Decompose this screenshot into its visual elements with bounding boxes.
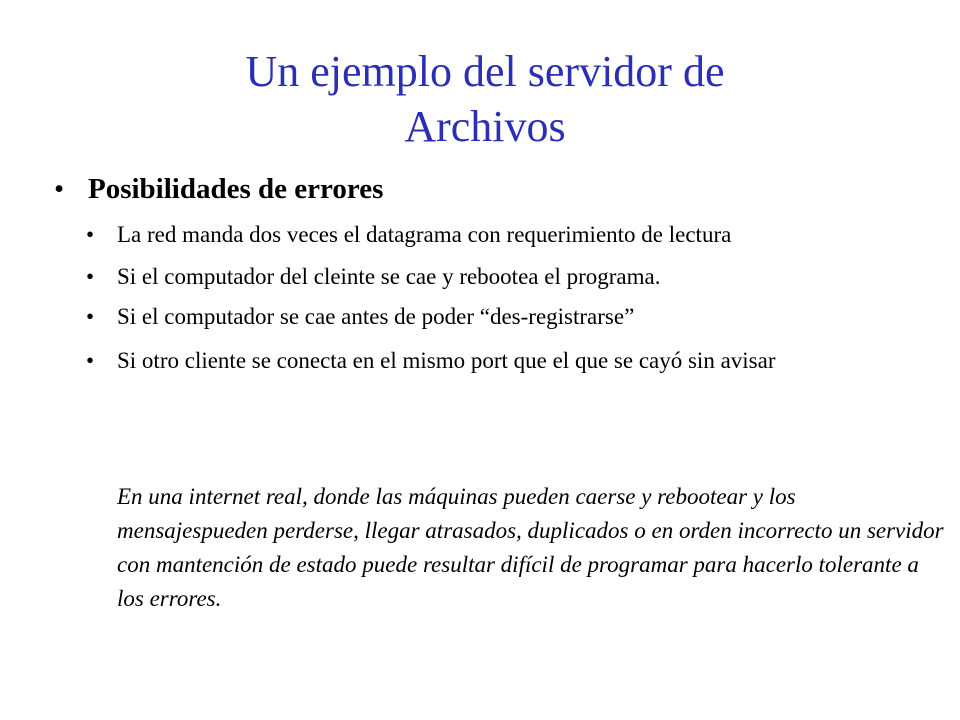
bullet-icon: • bbox=[86, 264, 95, 289]
list-item bbox=[86, 346, 951, 375]
main-bullet-text: Posibilidades de errores bbox=[88, 173, 384, 205]
list-item-text: Si el computador del cleinte se cae y rebootea el programa. bbox=[117, 264, 661, 289]
list-item bbox=[86, 302, 951, 331]
slide-title-line-2: Archivos bbox=[404, 102, 566, 151]
bullet-icon: • bbox=[54, 173, 65, 205]
slide-title-line-1: Un ejemplo del servidor de bbox=[245, 47, 725, 96]
sub-bullet-list bbox=[86, 220, 951, 375]
bullet-icon: • bbox=[86, 222, 95, 247]
list-item bbox=[86, 262, 951, 291]
list-item-text: La red manda dos veces el datagrama con requerimiento de lectura bbox=[117, 222, 732, 247]
list-item-text: Si otro cliente se conecta en el mismo port que el que se cayó sin avisar bbox=[117, 348, 776, 373]
list-item-text: Si el computador se cae antes de poder “des-registrarse” bbox=[117, 304, 635, 329]
slide-title bbox=[100, 44, 870, 154]
note-paragraph: En una internet real, donde las máquinas pueden caerse y rebootear y los mensajespueden perderse, llegar atrasados, duplicados o en orden incorrecto un servidor con mantención de estado puede resultar difícil de programar para hacerlo tolerante a los errores. bbox=[117, 484, 944, 611]
main-bullet bbox=[54, 170, 383, 208]
bullet-icon: • bbox=[86, 304, 95, 329]
bullet-icon: • bbox=[86, 348, 95, 373]
list-item bbox=[86, 220, 951, 249]
